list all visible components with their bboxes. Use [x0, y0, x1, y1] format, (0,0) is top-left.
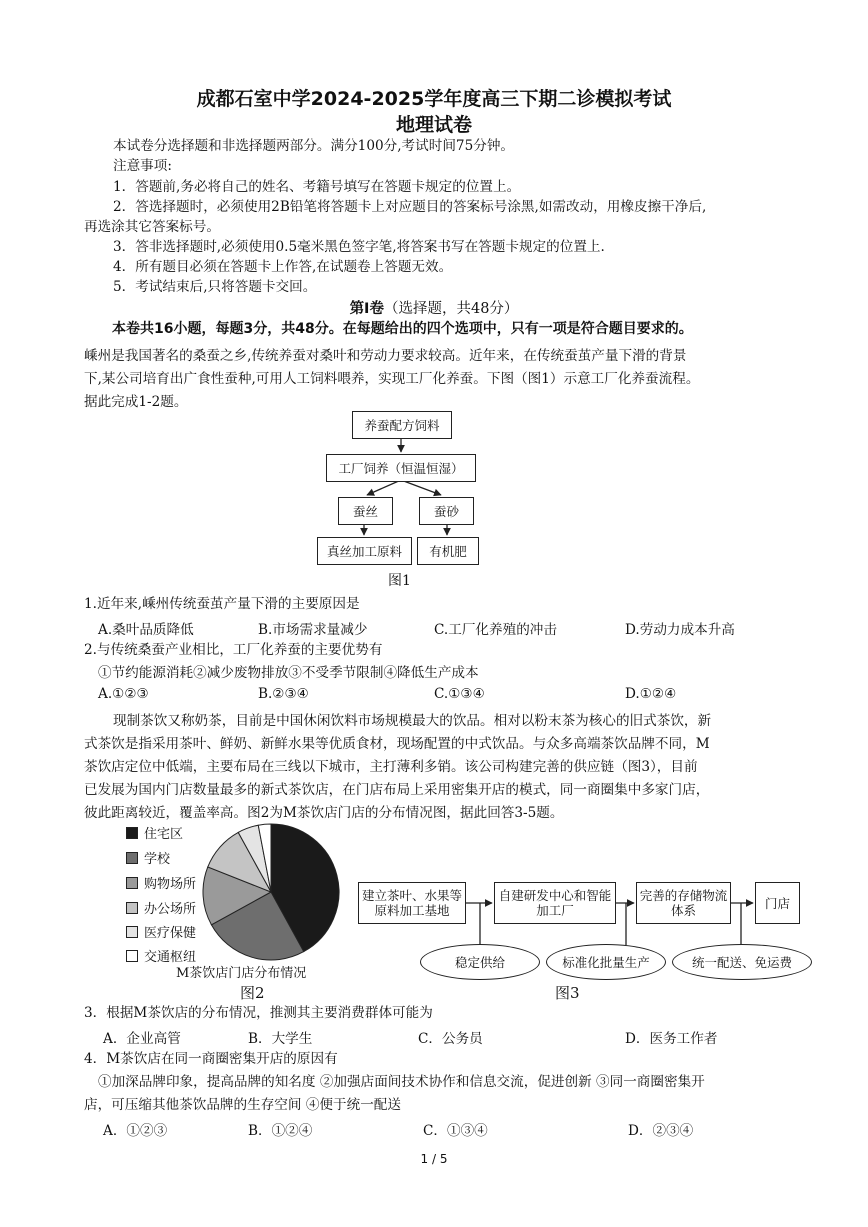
q4-option-b[interactable]: B．①②④	[248, 1123, 313, 1139]
legend-label: 医疗保健	[144, 926, 197, 941]
q1-stem: 1.近年来,嵊州传统蚕茧产量下滑的主要原因是	[84, 596, 360, 612]
passage1-line3: 据此完成1-2题。	[84, 394, 188, 410]
notice-2b: 再选涂其它答案标号。	[84, 219, 220, 235]
exam-title: 成都石室中学2024-2025学年度高三下期二诊模拟考试	[196, 88, 672, 110]
passage2-line2: 式茶饮是指采用茶叶、鲜奶、新鲜水果等优质食材，现场配置的中式饮品。与众多高端茶饮品牌不同，M	[84, 736, 710, 752]
passage2-line4: 已发展为国内门店数量最多的新式茶饮店，在门店布局上采用密集开店的模式，同一商圈集中多家门店，	[84, 782, 710, 798]
q2-items: ①节约能源消耗②减少废物排放③不受季节限制④降低生产成本	[98, 665, 479, 681]
page-number: 1 / 5	[420, 1152, 448, 1166]
notice-1: 1．答题前,务必将自己的姓名、考籍号填写在答题卡规定的位置上。	[113, 179, 521, 195]
section-instruction: 本卷共16小题，每题3分，共48分。在每题给出的四个选项中，只有一项是符合题目要求的。	[112, 321, 693, 337]
exam-subtitle: 地理试卷	[395, 114, 472, 136]
legend-label: 购物场所	[144, 877, 197, 892]
q3-stem: 3．根据M茶饮店的分布情况，推测其主要消费群体可能为	[84, 1005, 433, 1021]
notice-5: 5．考试结束后,只将答题卡交回。	[113, 279, 317, 295]
fig3-oval-supply: 稳定供给	[420, 944, 540, 980]
q2-option-a[interactable]: A.①②③	[98, 686, 149, 702]
fig3-box-store: 门店	[755, 882, 800, 924]
q4-items-line2: 店，可压缩其他茶饮品牌的生存空间 ④便于统一配送	[84, 1097, 401, 1113]
q3-option-d[interactable]: D．医务工作者	[625, 1031, 718, 1047]
q2-stem: 2.与传统桑蚕产业相比，工厂化养蚕的主要优势有	[84, 642, 383, 658]
q1-option-b[interactable]: B.市场需求量减少	[258, 622, 368, 638]
fig1-box-silk: 蚕丝	[338, 497, 393, 525]
pie-title: M茶饮店门店分布情况	[176, 966, 307, 981]
q4-option-d[interactable]: D．②③④	[628, 1123, 694, 1139]
fig2-caption: 图2	[240, 984, 265, 1002]
legend-label: 办公场所	[144, 902, 197, 917]
fig3-oval-delivery: 统一配送、免运费	[672, 944, 812, 980]
fig3-box-logistics: 完善的存储物流体系	[636, 882, 731, 924]
fig1-box-feed: 养蚕配方饲料	[352, 411, 452, 439]
passage1-line2: 下,某公司培育出广食性蚕种,可用人工饲料喂养，实现工厂化养蚕。下图（图1）示意工厂化养蚕流程。	[84, 371, 700, 387]
section-title-bold: 第Ⅰ卷	[349, 301, 384, 317]
fig1-box-fertilizer: 有机肥	[417, 537, 479, 565]
notice-4: 4．所有题目必须在答题卡上作答,在试题卷上答题无效。	[113, 259, 453, 275]
q3-option-c[interactable]: C．公务员	[418, 1031, 483, 1047]
passage1-line1: 嵊州是我国著名的桑蚕之乡,传统养蚕对桑叶和劳动力要求较高。近年来，在传统蚕茧产量下滑的背景	[84, 348, 687, 364]
q1-option-d[interactable]: D.劳动力成本升高	[625, 622, 735, 638]
fig1-box-raw-material: 真丝加工原料	[317, 537, 412, 565]
fig3-box-base: 建立茶叶、水果等原料加工基地	[358, 882, 466, 924]
passage2-line3: 茶饮店定位中低端，主要布局在三线以下城市，主打薄利多销。该公司构建完善的供应链（图3），目前	[84, 759, 698, 775]
fig3-caption: 图3	[555, 984, 580, 1002]
passage2-line1: 现制茶饮又称奶茶，目前是中国休闲饮料市场规模最大的饮品。相对以粉末茶为核心的旧式茶饮，新	[113, 713, 712, 729]
q3-option-a[interactable]: A．企业高管	[103, 1031, 181, 1047]
q2-option-b[interactable]: B.②③④	[258, 686, 309, 702]
notice-title: 注意事项:	[113, 158, 172, 174]
q4-stem: 4．M茶饮店在同一商圈密集开店的原因有	[84, 1051, 338, 1067]
fig3-box-rd: 自建研发中心和智能加工厂	[494, 882, 616, 924]
q4-items-line1: ①加深品牌印象，提高品牌的知名度 ②加强店面间技术协作和信息交流，促进创新 ③同一商圈密集开	[98, 1074, 705, 1090]
legend-label: 住宅区	[144, 827, 184, 842]
fig1-caption: 图1	[388, 573, 411, 589]
q3-option-b[interactable]: B．大学生	[248, 1031, 313, 1047]
passage2-line5: 彼此距离较近，覆盖率高。图2为M茶饮店门店的分布情况图，据此回答3-5题。	[84, 805, 564, 821]
section-title-rest: （选择题，共48分）	[383, 301, 519, 317]
legend-label: 学校	[144, 852, 171, 867]
fig1-box-excrement: 蚕砂	[419, 497, 474, 525]
q1-option-c[interactable]: C.工厂化养殖的冲击	[434, 622, 557, 638]
fig1-box-factory: 工厂饲养（恒温恒湿）	[326, 454, 476, 482]
fig3-oval-standard: 标准化批量生产	[546, 944, 666, 980]
notice-3: 3．答非选择题时,必须使用0.5毫米黑色签字笔,将答案书写在答题卡规定的位置上.	[113, 239, 605, 255]
notice-2a: 2．答选择题时，必须使用2B铅笔将答题卡上对应题目的答案标号涂黑,如需改动，用橡皮擦干净后,	[113, 199, 707, 215]
q1-option-a[interactable]: A.桑叶品质降低	[98, 622, 194, 638]
legend-label: 交通枢纽	[144, 950, 197, 965]
q2-option-c[interactable]: C.①③④	[434, 686, 485, 702]
q4-option-a[interactable]: A．①②③	[103, 1123, 168, 1139]
q4-option-c[interactable]: C．①③④	[423, 1123, 488, 1139]
q2-option-d[interactable]: D.①②④	[625, 686, 677, 702]
intro-line: 本试卷分选择题和非选择题两部分。满分100分,考试时间75分钟。	[113, 138, 515, 154]
